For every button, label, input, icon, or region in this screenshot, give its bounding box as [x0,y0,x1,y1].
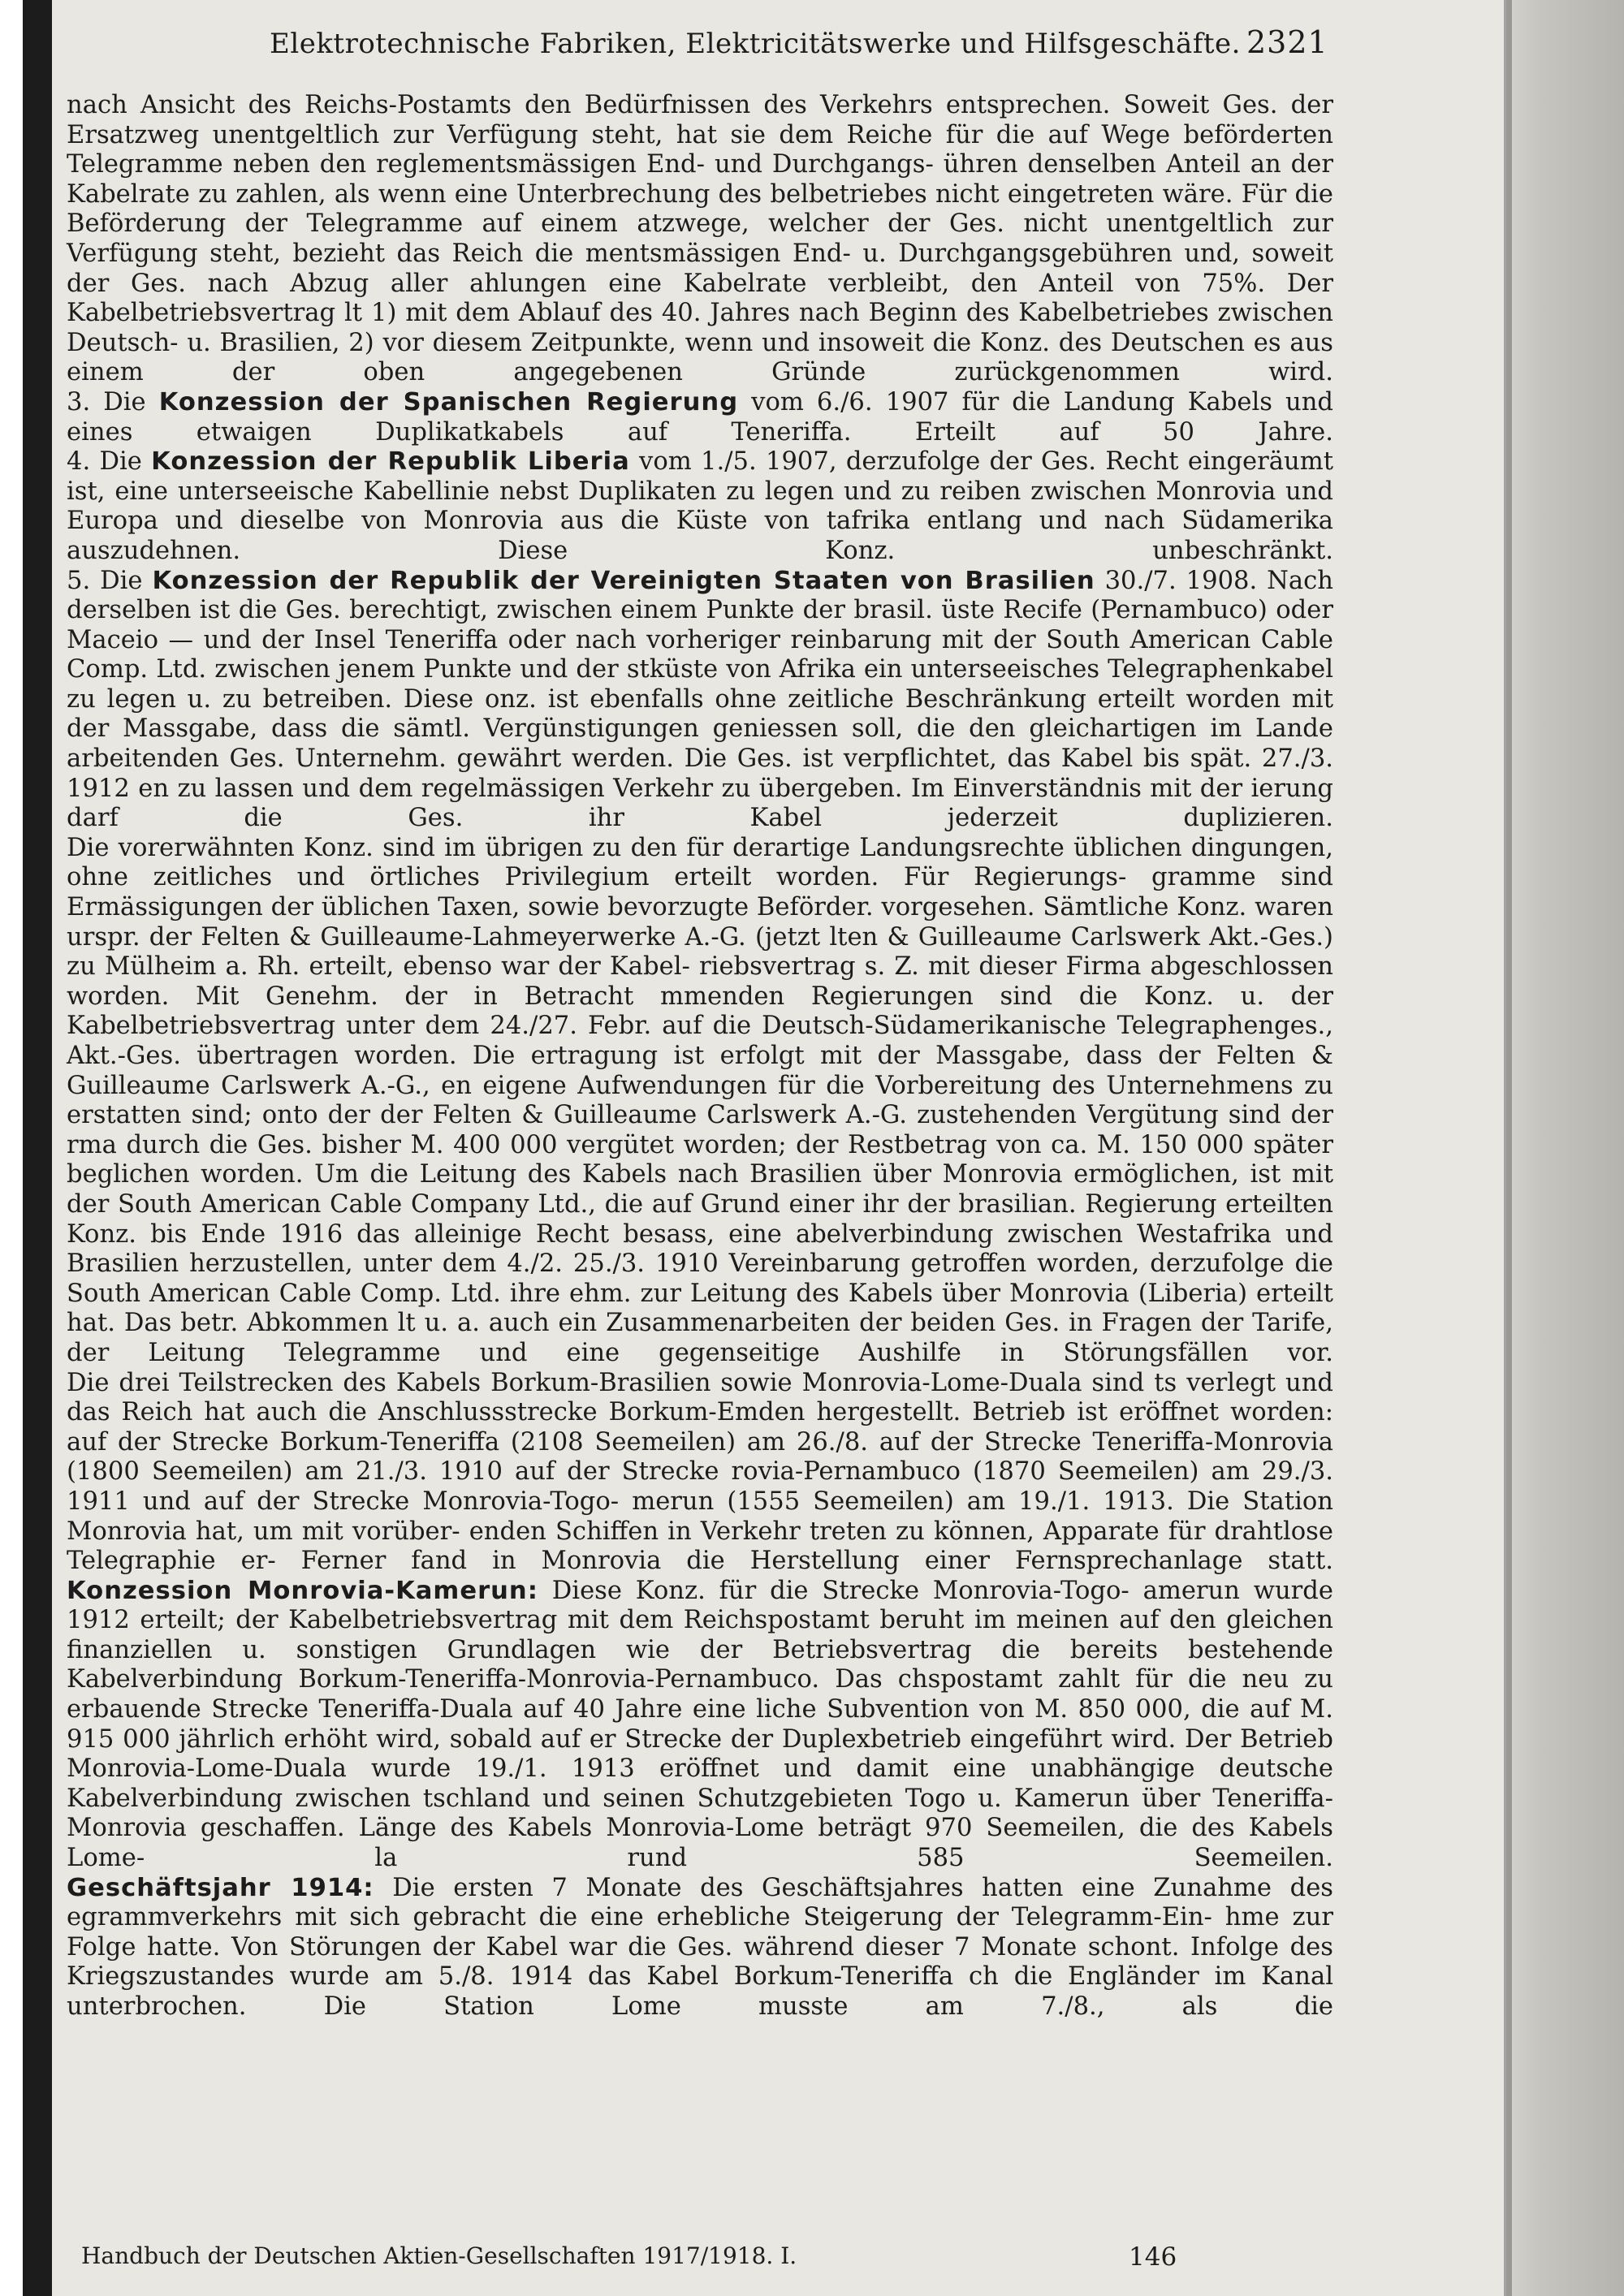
article-body [67,91,1333,2022]
text-line: egrammverkehrs mit sich gebracht die eine erhebliche Steigerung der Telegramm-Ein- [67,1903,1212,1932]
text-line: auf der Strecke Teneriffa-Monrovia (1800 Seemeilen) am 21./3. 1910 auf der Strecke [67,1427,1333,1487]
footer-sheet-number: 146 [1129,2242,1177,2272]
page-footer [81,2242,1380,2272]
text-line: sämtl. Vergünstigungen geniessen soll, die den gleichartigen im Lande arbeitenden Ges. [67,714,1333,774]
text-line: üste Recife (Pernambuco) oder Maceio — und der Insel Teneriffa oder nach vorheriger [67,596,1333,654]
text-line: reiben zwischen Monrovia und Europa und dieselbe von Monrovia aus die Küste von [67,477,1333,536]
text-line: Wege beförderten Telegramme neben den reglementsmässigen End- und Durchgangs- [67,120,1333,179]
text-line: riebsvertrag s. Z. mit dieser Firma abgeschlossen worden. Mit Genehm. der in Betracht [67,952,1333,1011]
text-line: lt u. a. auch ein Zusammenarbeiten der beiden Ges. in Fragen der Tarife, der Leitung [67,1309,1333,1367]
section-heading: Konzession der Republik Liberia [151,447,630,477]
section-heading: Konzession der Spanischen Regierung [158,387,739,416]
text-line: ch die Engländer im Kanal unterbrochen. Die Station Lome musste am 7./8., als die [67,1962,1334,2021]
text-line: abelverbindung zwischen Westafrika und Brasilien herzustellen, unter dem 4./2. 25./3. 1910 [67,1219,1333,1279]
text-line: Die drei Teilstrecken des Kabels Borkum-Brasilien sowie Monrovia-Lome-Duala sind [67,1368,1145,1397]
text-line: lten & Guilleaume Carlswerk Akt.-Ges.) zu Mülheim a. Rh. erteilt, ebenso war der Kabel- [67,922,1333,982]
text-line: atzwege, welcher der Ges. nicht unentgeltlich zur Verfügung steht, bezieht das Reich die [67,209,1333,268]
text-line: onto der der Felten & Guilleaume Carlswerk A.-G. zustehenden Vergütung sind der [261,1101,1333,1130]
text-line: Die ersten 7 Monate des Geschäftsjahres hatten eine Zunahme des [374,1873,1334,1902]
text-line: tafrika entlang und nach Südamerika auszudehnen. Diese Konz. unbeschränkt. [67,507,1334,565]
text-line: onz. ist ebenfalls ohne zeitliche Beschränkung erteilt worden mit der Massgabe, dass die [67,684,1333,744]
text-line: la rund 585 Seemeilen. [374,1844,1333,1873]
text-line: ermöglichen, ist mit der South American Cable Company Ltd., die auf Grund einer ihr [67,1160,1333,1219]
text-line: Diese Konz. für die Strecke Monrovia-Togo- [538,1576,1129,1605]
paragraph-kabelbetriebsvertrag [67,91,1333,388]
section-heading: Konzession der Republik der Vereinigten Staaten von Brasilien [152,566,1095,595]
text-line: dingungen, ohne zeitliches und örtliches Privilegium erteilt worden. Für Regierungs- [67,833,1333,892]
text-line: en eigene Aufwendungen für die Vorbereitung des Unternehmens zu erstatten sind; [67,1071,1333,1130]
text-line: nach Ansicht des Reichs-Postamts den Bedürfnissen des Verkehrs entsprechen. Soweit [67,91,1210,119]
text-line: amerun wurde 1912 erteilt; der Kabelbetriebsvertrag mit dem Reichspostamt beruht im [67,1576,1333,1635]
paragraph-teilstrecken [67,1369,1333,1577]
section-heading: Konzession Monrovia-Kamerun: [67,1576,538,1605]
text-line: mmenden Regierungen sind die Konz. u. der Kabelbetriebsvertrag unter dem 24./27. Febr. [67,982,1333,1041]
list-number: 4. Die [67,447,152,477]
footer-source: Handbuch der Deutschen Aktien-Gesellschaften 1917/1918. I. [81,2242,797,2269]
text-line: vom 1./5. 1907, derzufolge der Ges. [629,447,1097,477]
text-line: ühren denselben Anteil an der Kabelrate zu zahlen, als wenn eine Unterbrechung des [67,150,1333,209]
text-line: ts verlegt und das Reich hat auch die Anschlussstrecke Borkum-Emden hergestellt. [67,1368,1334,1427]
text-line: lt 1) mit dem Ablauf des 40. Jahres nach Beginn des Kabelbetriebes zwischen Deutsch- [67,299,1333,357]
text-line: Unternehm. gewährt werden. Die Ges. ist verpflichtet, das Kabel bis spät. 27./3. 1912 [67,744,1334,803]
text-line: Recht eingeräumt ist, eine unterseeische Kabellinie nebst Duplikaten zu legen und zu [67,447,1334,506]
text-line: ertragung ist erfolgt mit der Massgabe, dass der Felten & Guilleaume Carlswerk A.-G., [67,1042,1333,1100]
text-line: der brasilian. Regierung erteilten Konz. bis Ende 1916 das alleinige Recht besass, eine [67,1189,1333,1249]
text-line: stküste von Afrika ein unterseeisches Telegraphenkabel zu legen u. zu betreiben. Diese [67,655,1333,714]
paragraph-monrovia-kamerun [67,1577,1333,1874]
page-binding-edge [0,0,23,2296]
text-line: merun (1555 Seemeilen) am 19./1. 1913. Die Station Monrovia hat, um mit vorüber- [67,1487,1333,1546]
text-line: enden Schiffen in Verkehr treten zu können, Apparate für drahtlose Telegraphie er- [67,1517,1333,1576]
paragraph-brasilien [67,567,1333,834]
text-line: chspostamt zahlt für die neu zu erbauende Strecke Teneriffa-Duala auf 40 Jahre eine [67,1665,1333,1724]
running-title: Elektrotechnische Fabriken, Elektricitätswerke und Hilfsgeschäfte. [270,28,1241,60]
text-line: ahlungen eine Kabelrate verbleibt, den Anteil von 75%. Der Kabelbetriebsvertrag [67,269,1333,328]
paragraph-geschaeftsjahr [67,1874,1333,2022]
list-number: 5. Die [67,566,153,595]
text-line: u. Brasilien, 2) vor diesem Zeitpunkte, wenn und insoweit die Konz. des Deutschen [187,328,1245,357]
text-line: schont. Infolge des Kriegszustandes wurde am 5./8. 1914 das Kabel Borkum-Teneriffa [67,1932,1333,1992]
page-stack-edge [1506,0,1624,2296]
text-line: auf die Deutsch-Südamerikanische Telegraphenges., Akt.-Ges. übertragen worden. Die [67,1012,1333,1070]
text-line: ierung darf die Ges. ihr Kabel jederzeit duplizieren. [67,774,1333,833]
text-line: mentsmässigen End- u. Durchgangsgebühren und, soweit der Ges. nach Abzug aller [67,239,1333,298]
text-line: reinbarung mit der South American Cable Comp. Ltd. zwischen jenem Punkte und der [67,625,1333,684]
text-line: Sämtliche Konz. waren urspr. der Felten & Guilleaume-Lahmeyerwerke A.-G. (jetzt [67,893,1334,952]
text-line: rovia-Pernambuco (1870 Seemeilen) am 29./3. 1911 und auf der Strecke Monrovia-Togo- [67,1457,1334,1516]
page-number: 2321 [1246,24,1328,60]
text-line: vom 6./6. 1907 für die Landung [738,387,1175,416]
text-line: Ferner fand in Monrovia die Herstellung einer Fernsprechanlage statt. [300,1547,1333,1576]
text-line: 30./7. 1908. Nach derselben ist die Ges. berechtigt, zwischen einem Punkte der brasil. [67,566,1333,625]
text-line: 19./1. 1913 eröffnet und damit eine unabhängige deutsche Kabelverbindung zwischen [67,1754,1333,1813]
text-line: es aus einem der oben angegebenen Gründe zurückgenommen wird. [67,328,1333,387]
paragraph-konz-uebertragung [67,834,1333,1369]
text-line: Die vorerwähnten Konz. sind im übrigen zu den für derartige Landungsrechte üblichen [67,833,1182,862]
text-line: hme zur Folge hatte. Von Störungen der Kabel war die Ges. während dieser 7 Monate [67,1903,1333,1962]
text-line: Betrieb ist eröffnet worden: auf der Strecke Borkum-Teneriffa (2108 Seemeilen) am 26./8. [67,1398,1333,1457]
text-line: Länge des Kabels Monrovia-Lome beträgt 970 Seemeilen, die des Kabels Lome- [67,1814,1334,1873]
text-line: en zu lassen und dem regelmässigen Verkehr zu übergeben. Im Einverständnis mit der [138,774,1243,803]
text-line: tschland und seinen Schutzgebieten Togo u. Kamerun über Teneriffa-Monrovia geschaffen. [67,1784,1333,1843]
paragraph-spanische-regierung [67,388,1333,447]
paragraph-republik-liberia [67,447,1333,566]
text-line: später beglichen worden. Um die Leitung des Kabels nach Brasilien über Monrovia [67,1130,1333,1189]
text-line: er Strecke der Duplexbetrieb eingeführt wird. Der Betrieb Monrovia-Lome-Duala wurde [67,1724,1333,1784]
text-line: gramme sind Ermässigungen der üblichen Taxen, sowie bevorzugte Beförder. vorgesehen. [67,863,1333,922]
text-line: rma durch die Ges. bisher M. 400 000 vergütet worden; der Restbetrag von ca. M. 150 000 [67,1130,1244,1159]
text-line: ehm. zur Leitung des Kabels über Monrovia (Liberia) erteilt hat. Das betr. Abkommen [67,1279,1333,1338]
section-heading: Geschäftsjahr 1914: [67,1873,374,1902]
text-line: Kabels und eines etwaigen Duplikatkabels auf Teneriffa. Erteilt auf 50 Jahre. [67,387,1333,447]
text-line: belbetriebes nicht eingetreten wäre. Für die Beförderung der Telegramme auf einem [67,179,1333,239]
text-line: meinen auf den gleichen finanziellen u. sonstigen Grundlagen wie der Betriebsvertrag [67,1606,1333,1664]
text-line: Telegramme und eine gegenseitige Aushilfe in Störungsfällen vor. [283,1338,1333,1367]
text-line: Vereinbarung getroffen worden, derzufolge die South American Cable Comp. Ltd. ihre [67,1249,1333,1308]
text-line: Ges. der Ersatzweg unentgeltlich zur Verfügung steht, hat sie dem Reiche für die auf [67,91,1333,149]
text-line: liche Subvention von M. 850 000, die auf M. 915 000 jährlich erhöht wird, sobald auf [67,1695,1333,1754]
page-gutter-shadow [23,0,52,2296]
list-number: 3. Die [67,387,159,416]
page-edge-line [1504,0,1512,2296]
text-line: die bereits bestehende Kabelverbindung Borkum-Teneriffa-Monrovia-Pernambuco. Das [67,1635,1333,1694]
